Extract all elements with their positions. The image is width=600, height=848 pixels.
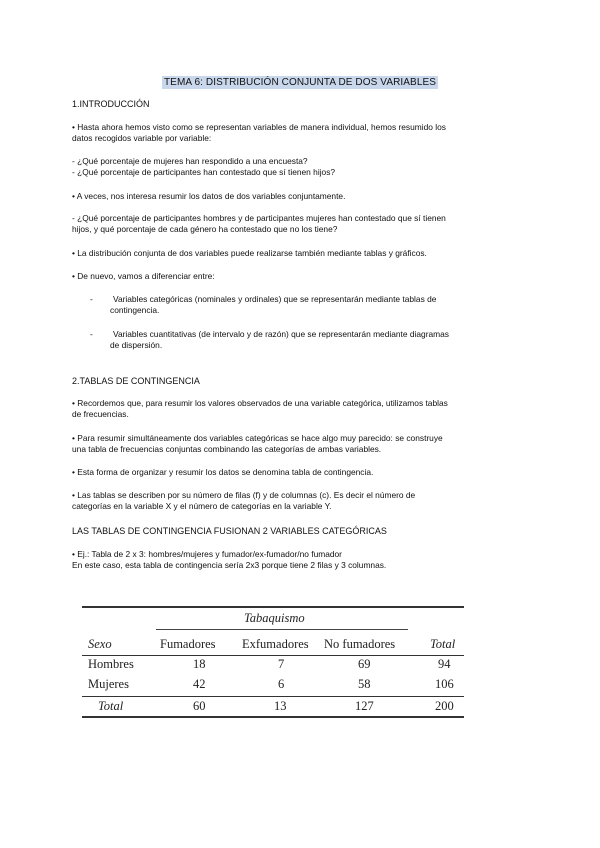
table-bottom-rule: [82, 716, 464, 718]
paragraph-line: hijos, y qué porcentaje de cada género ha contestado que no los tiene?: [72, 224, 338, 234]
paragraph-line: de frecuencias.: [72, 409, 129, 419]
list-item-line: Variables categóricas (nominales y ordinales) que se representarán mediante tablas de: [113, 294, 437, 304]
row-label: Mujeres: [88, 677, 129, 691]
question-line: - ¿Qué porcentaje de mujeres han respondido a una encuesta?: [72, 156, 308, 166]
question-line: - ¿Qué porcentaje de participantes han contestado que sí tienen hijos?: [72, 167, 336, 177]
table-cell: 106: [435, 677, 454, 691]
list-item-line: de dispersión.: [110, 340, 163, 350]
section-heading-tablas: 2.TABLAS DE CONTINGENCIA: [72, 376, 200, 386]
table-top-rule: [82, 606, 464, 608]
paragraph-line: • La distribución conjunta de dos variables puede realizarse también mediante tablas y gráficos.: [72, 248, 427, 258]
group-header-rule: [156, 629, 408, 630]
paragraph-line: • Para resumir simultáneamente dos variables categóricas se hace algo muy parecido: se construye: [72, 433, 443, 443]
paragraph-line: En este caso, esta tabla de contingencia sería 2x3 porque tiene 2 filas y 3 columnas.: [72, 560, 387, 570]
table-cell: 69: [358, 657, 371, 671]
paragraph-line: - ¿Qué porcentaje de participantes hombres y de participantes mujeres han contestado que sí tienen: [72, 213, 446, 223]
list-dash: -: [90, 294, 93, 304]
paragraph-line: • De nuevo, vamos a diferenciar entre:: [72, 271, 215, 281]
contingency-table: [82, 597, 464, 719]
column-header: Total: [430, 637, 456, 651]
paragraph-line: • A veces, nos interesa resumir los datos de dos variables conjuntamente.: [72, 191, 346, 201]
paragraph-line: • Las tablas se describen por su número de filas (f) y de columnas (c). Es decir el número de: [72, 490, 416, 500]
caps-heading: LAS TABLAS DE CONTINGENCIA FUSIONAN 2 VARIABLES CATEGÓRICAS: [72, 526, 387, 536]
column-header: No fumadores: [324, 637, 396, 651]
paragraph-line: datos recogidos variable por variable:: [72, 133, 212, 143]
row-label: Hombres: [88, 657, 134, 671]
column-header: Fumadores: [160, 637, 216, 651]
paragraph-line: • Esta forma de organizar y resumir los datos se denomina tabla de contingencia.: [72, 467, 374, 477]
table-cell: 127: [355, 699, 374, 713]
table-cell: 200: [435, 699, 454, 713]
total-row-label: Total: [98, 699, 124, 713]
table-cell: 7: [278, 657, 285, 671]
table-cell: 6: [278, 677, 285, 691]
list-dash: -: [90, 329, 93, 339]
section-heading-introduccion: 1.INTRODUCCIÓN: [72, 99, 150, 109]
table-total-rule: [82, 696, 464, 697]
list-item-line: Variables cuantitativas (de intervalo y de razón) que se representarán mediante diagramas: [113, 329, 449, 339]
column-header: Exfumadores: [242, 637, 309, 651]
paragraph-line: • Hasta ahora hemos visto como se representan variables de manera individual, hemos resumido los: [72, 122, 446, 132]
list-item-line: contingencia.: [110, 305, 160, 315]
table-cell: 58: [358, 677, 371, 691]
table-cell: 60: [193, 699, 206, 713]
paragraph-line: categorías en la variable X y el número de categorías en la variable Y.: [72, 501, 332, 511]
table-row-header: Sexo: [88, 637, 112, 651]
paragraph-line: • Recordemos que, para resumir los valores observados de una variable categórica, utilizamos tablas: [72, 398, 448, 408]
paragraph-line: • Ej.: Tabla de 2 x 3: hombres/mujeres y fumador/ex-fumador/no fumador: [72, 549, 342, 559]
table-cell: 42: [193, 677, 206, 691]
table-cell: 13: [274, 699, 287, 713]
paragraph-line: una tabla de frecuencias conjuntas combinando las categorías de ambas variables.: [72, 444, 382, 454]
table-group-header: Tabaquismo: [244, 611, 305, 625]
table-cell: 94: [438, 657, 451, 671]
table-header-rule: [82, 655, 464, 656]
table-cell: 18: [193, 657, 206, 671]
document-title: TEMA 6: DISTRIBUCIÓN CONJUNTA DE DOS VARIABLES: [163, 77, 437, 88]
